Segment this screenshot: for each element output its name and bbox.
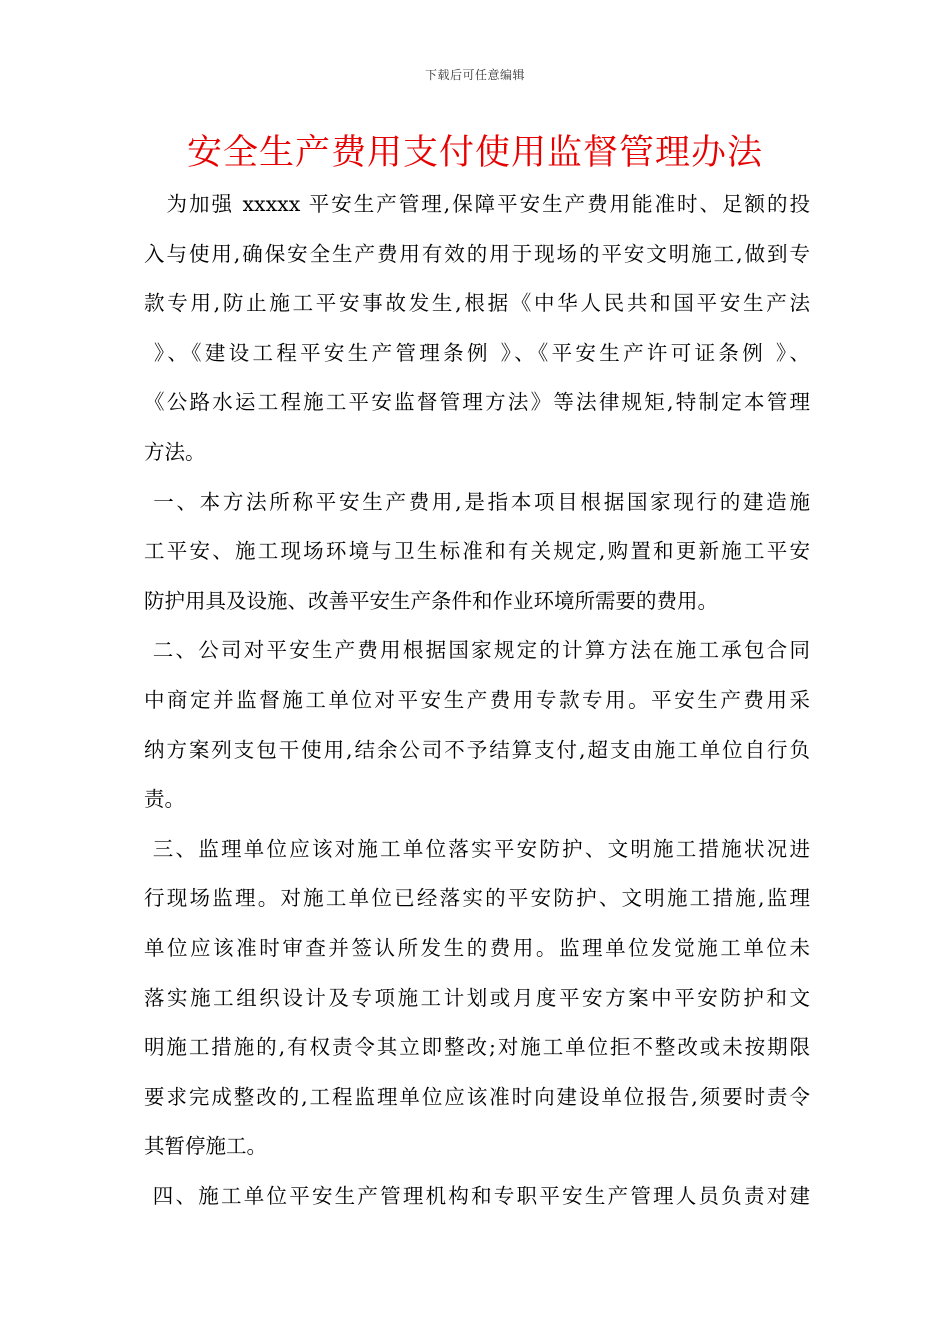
body-line: 四、施工单位平安生产管理机构和专职平安生产管理人员负责对建 <box>144 1183 810 1208</box>
body-line: 纳方案列支包干使用,结余公司不予结算支付,超支由施工单位自行负 <box>144 737 810 762</box>
header-note: 下载后可任意编辑 <box>424 68 525 82</box>
body-line: 其暂停施工。 <box>144 1134 267 1159</box>
body-line: 明施工措施的,有权责令其立即整改;对施工单位拒不整改或未按期限 <box>144 1035 810 1060</box>
body-line: 二、公司对平安生产费用根据国家规定的计算方法在施工承包合同 <box>144 638 810 663</box>
body-line: 要求完成整改的,工程监理单位应该准时向建设单位报告,须要时责令 <box>144 1084 810 1109</box>
body-line: 为加强 xxxxx 平安生产管理,保障平安生产费用能准时、足额的投 <box>144 192 810 216</box>
document-body <box>144 180 810 1221</box>
body-line: 《公路水运工程施工平安监督管理方法》等法律规矩,特制定本管理 <box>144 390 810 415</box>
body-line: 防护用具及设施、改善平安生产条件和作业环境所需要的费用。 <box>144 588 718 613</box>
body-line: 三、监理单位应该对施工单位落实平安防护、文明施工措施状况进 <box>144 836 810 861</box>
document-title: 安全生产费用支付使用监督管理办法 <box>186 133 763 173</box>
body-line: 中商定并监督施工单位对平安生产费用专款专用。平安生产费用采 <box>144 687 810 712</box>
body-line: 责。 <box>144 787 185 812</box>
body-line: 一、本方法所称平安生产费用,是指本项目根据国家现行的建造施 <box>144 489 810 514</box>
body-line: 入与使用,确保安全生产费用有效的用于现场的平安文明施工,做到专 <box>144 241 810 266</box>
body-line: 方法。 <box>144 439 206 464</box>
body-line: 行现场监理。对施工单位已经落实的平安防护、文明施工措施,监理 <box>144 886 810 911</box>
body-line: 落实施工组织设计及专项施工计划或月度平安方案中平安防护和文 <box>144 985 810 1010</box>
body-line: 单位应该准时审查并签认所发生的费用。监理单位发觉施工单位未 <box>144 935 810 960</box>
body-line: 工平安、施工现场环境与卫生标准和有关规定,购置和更新施工平安 <box>144 539 810 564</box>
body-line: 》、《建设工程平安生产管理条例 》、《平安生产许可证条例 》、 <box>144 340 810 365</box>
body-line: 款专用,防止施工平安事故发生,根据《中华人民共和国平安生产法 <box>144 291 810 316</box>
